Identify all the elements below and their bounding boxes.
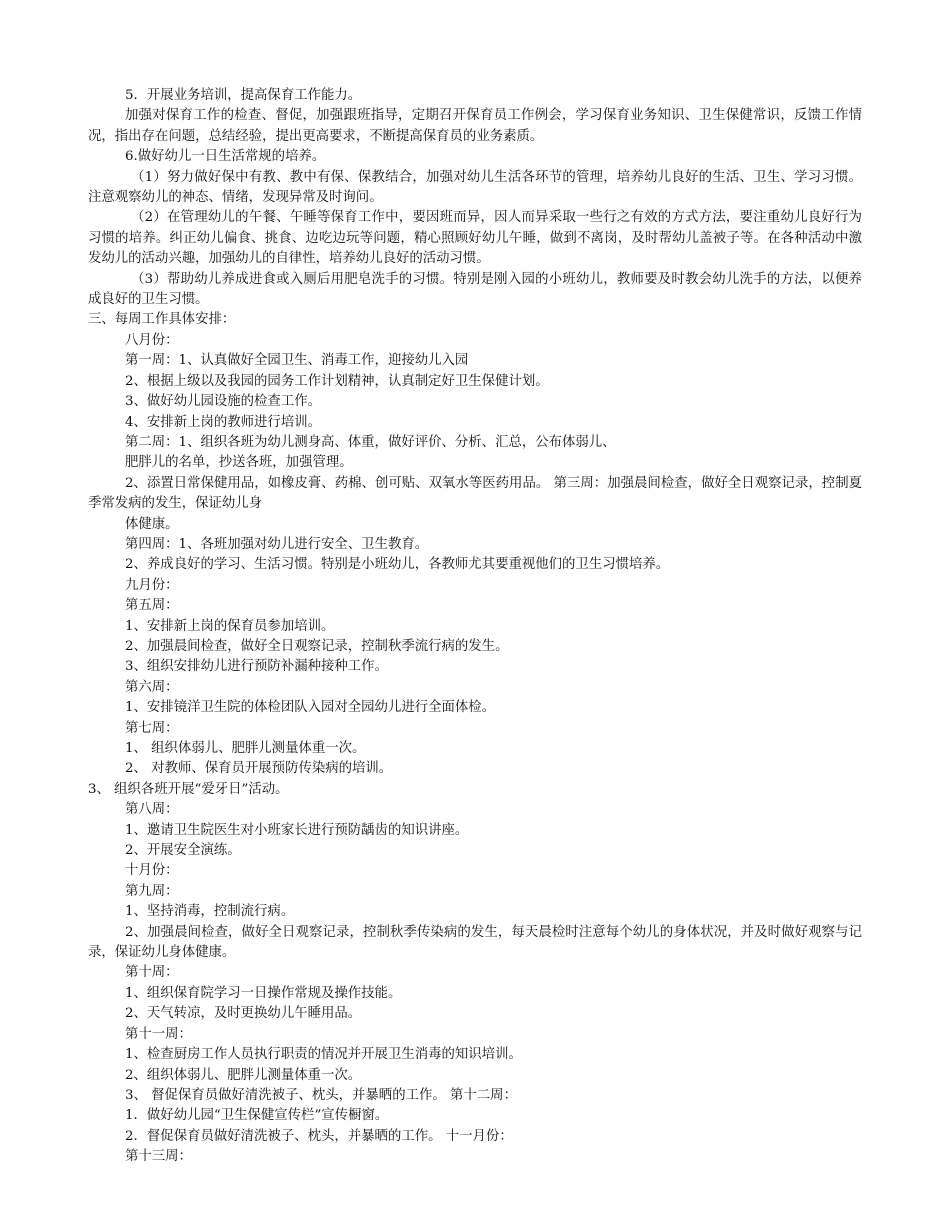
text-line: 1、安排新上岗的保育员参加培训。 bbox=[125, 618, 335, 634]
text-line: 第五周： bbox=[125, 598, 179, 614]
text-line: 3、 督促保育员做好清洗被子、枕头，并暴晒的工作。 第十二周： bbox=[125, 1087, 517, 1103]
text-line: 1、邀请卫生院医生对小班家长进行预防龋齿的知识讲座。 bbox=[125, 822, 469, 838]
text-line: 十月份： bbox=[125, 863, 179, 879]
text-line: 1．做好幼儿园“卫生保健宣传栏”宣传橱窗。 bbox=[125, 1108, 389, 1124]
text-line: （2）在管理幼儿的午餐、午睡等保育工作中，要因班而异，因人而异采取一些行之有效的方式方法，要注重幼儿良好行为习惯的培养。纠正幼儿偏食、挑食、边吃边玩等问题，精心照顾好幼儿午睡，做到不离岗，及时帮幼儿盖被子等。在各种活动中激发幼儿的活动兴趣，加强幼儿的自律性，培养幼儿良好的活动习惯。 bbox=[88, 210, 862, 267]
text-line: （1）努力做好保中有教、教中有保、保教结合，加强对幼儿生活各环节的管理，培养幼儿良好的生活、卫生、学习习惯。注意观察幼儿的神态、情绪，发现异常及时询问。 bbox=[88, 169, 862, 206]
document-body bbox=[88, 86, 862, 1168]
text-line: 2、加强晨间检查，做好全日观察记录，控制秋季流行病的发生。 bbox=[125, 638, 509, 654]
text-line: 体健康。 bbox=[125, 516, 179, 532]
text-line: 2、加强晨间检查，做好全日观察记录，控制秋季传染病的发生，每天晨检时注意每个幼儿的身体状况，并及时做好观察与记录，保证幼儿身体健康。 bbox=[88, 924, 862, 961]
text-line: 2、 对教师、保育员开展预防传染病的培训。 bbox=[125, 761, 393, 777]
text-line: 5．开展业务培训，提高保育工作能力。 bbox=[125, 88, 362, 103]
text-line: 第一周：1、认真做好全园卫生、消毒工作，迎接幼儿入园 bbox=[125, 353, 469, 369]
text-line: 2、开展安全演练。 bbox=[125, 843, 241, 859]
text-line: 3、组织安排幼儿进行预防补漏种接种工作。 bbox=[125, 659, 388, 675]
text-line: 第十三周： bbox=[125, 1149, 192, 1165]
text-line: 1、检查厨房工作人员执行职责的情况并开展卫生消毒的知识培训。 bbox=[125, 1047, 522, 1063]
text-line: 第六周： bbox=[125, 679, 179, 695]
text-line: 2、添置日常保健用品，如橡皮膏、药棉、创可贴、双氧水等医药用品。 第三周：加强晨间检查，做好全日观察记录，控制夏季常发病的发生，保证幼儿身 bbox=[88, 475, 862, 512]
text-line: 加强对保育工作的检查、督促，加强跟班指导，定期召开保育员工作例会，学习保育业务知识、卫生保健常识，反馈工作情况，指出存在问题，总结经验，提出更高要求，不断提高保育员的业务素质。 bbox=[88, 108, 862, 144]
text-line: 第八周： bbox=[125, 802, 179, 818]
text-line: 2、养成良好的学习、生活习惯。特别是小班幼儿，各教师尤其要重视他们的卫生习惯培养。 bbox=[125, 557, 670, 573]
text-line: 1、坚持消毒，控制流行病。 bbox=[125, 904, 295, 920]
text-line: （3）帮助幼儿养成进食或入厕后用肥皂洗手的习惯。特别是刚入园的小班幼儿，教师要及时教会幼儿洗手的方法，以便养成良好的卫生习惯。 bbox=[88, 271, 862, 308]
text-line: 4、安排新上岗的教师进行培训。 bbox=[125, 414, 321, 430]
text-line: 3、 组织各班开展“爱牙日”活动。 bbox=[88, 781, 289, 797]
text-line: 2、根据上级以及我园的园务工作计划精神，认真制定好卫生保健计划。 bbox=[125, 373, 549, 389]
text-line: 第九周： bbox=[125, 883, 179, 899]
text-line: 3、做好幼儿园设施的检查工作。 bbox=[125, 394, 321, 410]
text-line: 三、每周工作具体安排： bbox=[88, 312, 236, 328]
text-line: 第十周： bbox=[125, 965, 179, 981]
text-line: 1、 组织体弱儿、肥胖儿测量体重一次。 bbox=[125, 741, 366, 756]
text-line: 第二周：1、组织各班为幼儿测身高、体重，做好评价、分析、汇总，公布体弱儿、 bbox=[125, 434, 616, 450]
text-line: 第四周：1、各班加强对幼儿进行安全、卫生教育。 bbox=[125, 536, 429, 552]
text-line: 6.做好幼儿一日生活常规的培养。 bbox=[125, 149, 326, 165]
text-line: 肥胖儿的名单，抄送各班，加强管理。 bbox=[125, 455, 353, 471]
text-line: 第七周： bbox=[125, 720, 179, 736]
text-line: 1、组织保育院学习一日操作常规及操作技能。 bbox=[125, 985, 402, 1001]
text-line: 2、组织体弱儿、肥胖儿测量体重一次。 bbox=[125, 1067, 362, 1083]
text-line: 八月份： bbox=[125, 332, 179, 348]
text-line: 九月份： bbox=[125, 577, 179, 593]
text-line: 2、天气转凉，及时更换幼儿午睡用品。 bbox=[125, 1006, 362, 1022]
text-line: 1、安排镜洋卫生院的体检团队入园对全园幼儿进行全面体检。 bbox=[125, 700, 496, 716]
text-line: 第十一周： bbox=[125, 1026, 192, 1042]
text-line: 2．督促保育员做好清洗被子、枕头，并暴晒的工作。 十一月份： bbox=[125, 1128, 513, 1144]
